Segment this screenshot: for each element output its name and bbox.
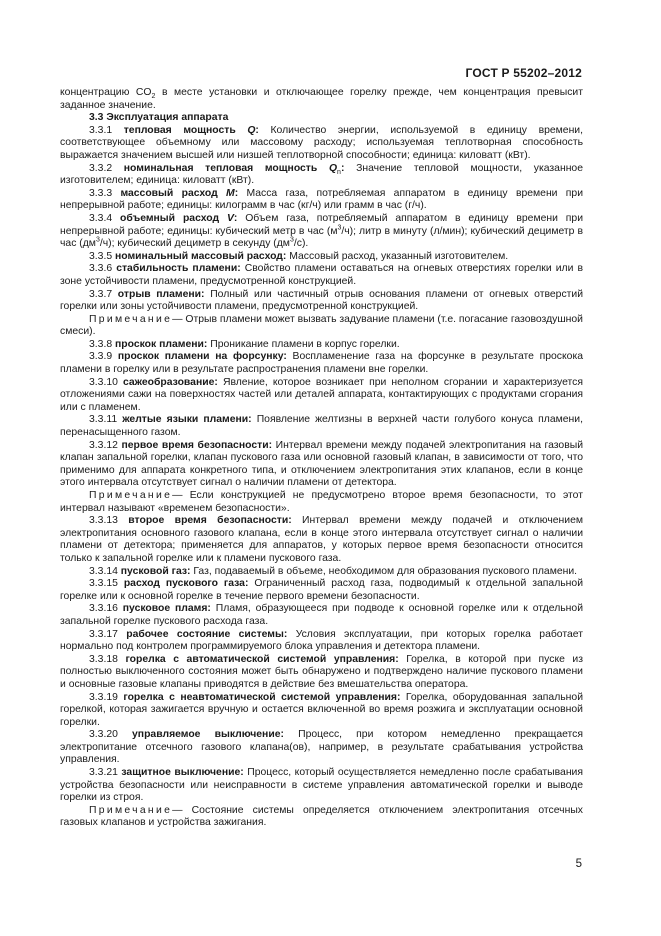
term-3-3-1: 3.3.1 тепловая мощность Q: Количество энергии, используемой в единицу времени, соответствующее объемному или массовому расходу; используемая теплотворная способность выражается значением высшей или низшей теплотворной способности; единица: киловатт (кВт). xyxy=(60,124,583,161)
term-3-3-4: 3.3.4 объемный расход V: Объем газа, потребляемый аппаратом в единицу времени при непрерывной работе; единицы: кубический метр в час $(м^3/ч)$; литр в минуту (л/мин); кубический дециметр в час $(дм^3/ч)$; кубический дециметр в секунду $(дм^3/с)$. xyxy=(60,212,584,250)
term-3-3-10: 3.3.10 сажеобразование: Явление, которое возникает при неполном сгорании и характеризуется отложениями сажи на поверхностях частей или деталей аппарата, контактирующих с продуктами сгорания или с пламенем. xyxy=(60,376,583,413)
note-flame-lift: Примечание— Отрыв пламени может вызвать задувание пламени (т.е. погасание газовоздушной смеси). xyxy=(60,313,583,338)
term-3-3-16: 3.3.16 пусковое пламя: Пламя, образующееся при подводе к основной горелке или к отдельной запальной горелке пускового расхода газа. xyxy=(60,603,584,627)
term-3-3-13: 3.3.13 второе время безопасности: Интервал времени между подачей и отключением электропитания основного газового клапана, если в конце этого интервала отсутствует сигнал о наличии пламени от детектора; применяется для аппаратов, у которых первое время безопасности относится только к запальной горелке или к пламени пускового газа. xyxy=(60,515,583,564)
term-3-3-3: 3.3.3 массовый расход M: Масса газа, потребляемая аппаратом в единицу времени при непрерывной работе; единицы: килограмм в час (кг/ч) или грамм в час (г/ч). xyxy=(60,187,584,212)
document-standard-id: ГОСТ Р 55202–2012 xyxy=(465,66,582,80)
page-content xyxy=(60,87,583,830)
term-3-3-5: 3.3.5 номинальный массовый расход: Массовый расход, указанный изготовителем. xyxy=(89,250,509,262)
page-number: 5 xyxy=(575,858,582,870)
paragraph-continuation: концентрацию $CO_2$ в месте установки и отключающее горелку прежде, чем концентрация превысит заданное значение. xyxy=(60,87,583,111)
term-3-3-7: 3.3.7 отрыв пламени: Полный или частичный отрыв основания пламени от огневых отверстий горелки или зоны устойчивости пламени, предусмотренной конструкцией. xyxy=(60,288,584,313)
note-safety-time: Примечание— Если конструкцией не предусмотрено второе время безопасности, то этот интервал называют «временем безопасности». xyxy=(60,490,583,514)
term-3-3-18: 3.3.18 горелка с автоматической системой управления: Горелка, в которой при пуске из полностью выключенного состояния может быть обнаружено и подтверждено наличие пускового пламени и основные газовые клапаны приводятся в действие без вмешательства оператора. xyxy=(60,653,583,690)
term-3-3-8: 3.3.8 проскок пламени: Проникание пламени в корпус горелки. xyxy=(89,338,400,350)
term-3-3-14: 3.3.14 пусковой газ: Газ, подаваемый в объеме, необходимом для образования пускового пламени. xyxy=(89,565,578,577)
term-3-3-20: 3.3.20 управляемое выключение: Процесс, при котором немедленно прекращается электропитание отсечного газового клапана(ов), например, в результате срабатывания устройства управления. xyxy=(60,729,583,766)
term-3-3-11: 3.3.11 желтые языки пламени: Появление желтизны в верхней части голубого конуса пламени, перенасыщенного газом. xyxy=(60,414,583,439)
term-3-3-19: 3.3.19 горелка с неавтоматической системой управления: Горелка, оборудованная запальной горелкой, которая зажигается вручную и остается включенной во время розжига и эксплуатации основной горелки. xyxy=(60,691,583,728)
term-3-3-9: 3.3.9 проскок пламени на форсунку: Воспламенение газа на форсунке в результате проскока пламени в горелку или в результате распространения пламени вне горелки. xyxy=(60,351,583,376)
term-3-3-12: 3.3.12 первое время безопасности: Интервал времени между подачей электропитания на газовый клапан запальной горелки, клапан пускового газа или основной газовый клапан, в зависимости от того, что применимо для аппарата конкретного типа, и отключением электропитания этих клапанов, если в конце этого интервала отсутствует сигнал о наличии пламени от детектора. xyxy=(60,439,584,489)
term-3-3-21: 3.3.21 защитное выключение: Процесс, который осуществляется немедленно после срабатывания устройства безопасности или неисправности в системе управления автоматической горелки и выводе горелки из строя. xyxy=(60,767,583,804)
term-3-3-17: 3.3.17 рабочее состояние системы: Условия эксплуатации, при которых горелка работает нормально под контролем программируемого блока управления и детектора пламени. xyxy=(60,628,583,653)
term-3-3-15: 3.3.15 расход пускового газа: Ограниченный расход газа, подводимый к отдельной запальной горелке или к основной горелке в течение первого времени безопасности. xyxy=(60,578,583,602)
term-3-3-6: 3.3.6 стабильность пламени: Свойство пламени оставаться на огневых отверстиях горелки или в зоне устойчивости пламени, предусмотренной конструкцией. xyxy=(60,263,583,287)
note-system-state: Примечание— Состояние системы определяется отключением электропитания отсечных газовых клапанов и устройства зажигания. xyxy=(60,804,583,829)
section-title: 3.3 Эксплуатация аппарата xyxy=(89,112,229,124)
term-3-3-2: 3.3.2 номинальная тепловая мощность $Q_n$: Значение тепловой мощности, указанное изготовителем; единица: киловатт (кВт). xyxy=(60,162,583,187)
